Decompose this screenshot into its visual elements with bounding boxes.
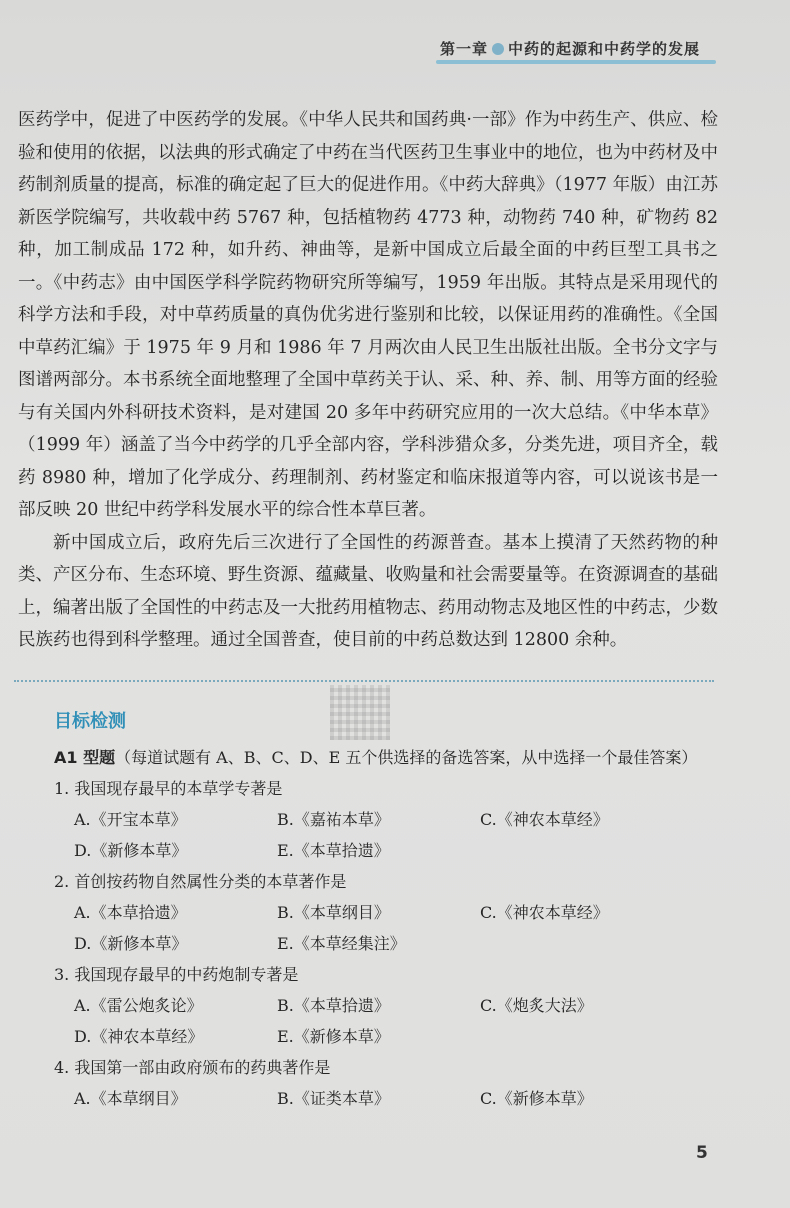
running-header [440, 38, 700, 59]
answer-option: D.《神农本草经》 [74, 1027, 204, 1046]
answer-option: E.《本草经集注》 [277, 934, 406, 953]
answer-option: C.《炮炙大法》 [480, 996, 593, 1015]
answer-option: A.《雷公炮炙论》 [74, 996, 203, 1015]
section-divider [14, 680, 714, 682]
question-type-label: A1 型题 [54, 748, 116, 767]
option-list [54, 804, 734, 866]
answer-option: D.《新修本草》 [74, 934, 188, 953]
answer-option: C.《新修本草》 [480, 1089, 593, 1108]
header-chapter: 第一章 [440, 40, 489, 58]
question-stem: 4. 我国第一部由政府颁布的药典著作是 [54, 1058, 331, 1077]
option-list [54, 1083, 734, 1114]
answer-option: B.《证类本草》 [277, 1089, 390, 1108]
answer-option: B.《本草纲目》 [277, 903, 390, 922]
question-stem: 1. 我国现存最早的本草学专著是 [54, 779, 283, 798]
answer-option: E.《新修本草》 [277, 1027, 390, 1046]
body-text [18, 104, 718, 657]
answer-option: D.《新修本草》 [74, 841, 188, 860]
question [54, 866, 734, 959]
page-number: 5 [696, 1143, 708, 1163]
bullet-dot-icon [492, 43, 504, 55]
quiz-intro [54, 742, 734, 773]
question [54, 959, 734, 1052]
answer-option: C.《神农本草经》 [480, 810, 609, 829]
answer-option: A.《本草拾遗》 [74, 903, 187, 922]
question-stem: 2. 首创按药物自然属性分类的本草著作是 [54, 872, 347, 891]
paragraph: 医药学中，促进了中医药学的发展。《中华人民共和国药典·一部》作为中药生产、供应、检验和使用的依据，以法典的形式确定了中药在当代医药卫生事业中的地位，也为中药材及中药制剂质量的提高，标准的确定起了巨大的促进作用。《中药大辞典》（1977 年版）由江苏新医学院编写，共收载中药 5767 种，包括植物药 4773 种，动物药 740 种，矿物药 82 种，加工制成品 172 种，如升药、神曲等，是新中国成立后最全面的中药巨型工具书之一。《中药志》由中国医学科学院药物研究所等编写，1959 年出版。其特点是采用现代的科学方法和手段，对中草药质量的真伪优劣进行鉴别和比较，以保证用药的准确性。《全国中草药汇编》于 1975 年 9 月和 1986 年 7 月两次由人民卫生出版社出版。全书分文字与图谱两部分。本书系统全面地整理了全国中草药关于认、采、种、养、制、用等方面的经验与有关国内外科研技术资料，是对建国 20 多年中药研究应用的一次大总结。《中华本草》（1999 年）涵盖了当今中药学的几乎全部内容，学科涉猎众多，分类先进，项目齐全，载药 8980 种，增加了化学成分、药理制剂、药材鉴定和临床报道等内容，可以说该书是一部反映 20 世纪中药学科发展水平的综合性本草巨著。 [18, 110, 718, 520]
quiz-instructions: （每道试题有 A、B、C、D、E 五个供选择的备选答案，从中选择一个最佳答案） [115, 748, 698, 767]
answer-option: C.《神农本草经》 [480, 903, 609, 922]
section-title: 目标检测 [54, 711, 126, 732]
answer-option: A.《开宝本草》 [74, 810, 187, 829]
answer-option: E.《本草拾遗》 [277, 841, 390, 860]
option-list [54, 990, 734, 1052]
header-rule [436, 60, 716, 64]
header-title: 中药的起源和中药学的发展 [508, 40, 701, 58]
quiz [54, 742, 734, 1114]
question [54, 773, 734, 866]
qr-code-icon [330, 685, 390, 740]
answer-option: A.《本草纲目》 [74, 1089, 187, 1108]
answer-option: B.《本草拾遗》 [277, 996, 390, 1015]
answer-option: B.《嘉祐本草》 [277, 810, 390, 829]
paragraph: 新中国成立后，政府先后三次进行了全国性的药源普查。基本上摸清了天然药物的种类、产区分布、生态环境、野生资源、蕴藏量、收购量和社会需要量等。在资源调查的基础上，编著出版了全国性的中药志及一大批药用植物志、药用动物志及地区性的中药志，少数民族药也得到科学整理。通过全国普查，使目前的中药总数达到 12800 余种。 [18, 532, 718, 650]
option-list [54, 897, 734, 959]
question [54, 1052, 734, 1114]
question-stem: 3. 我国现存最早的中药炮制专著是 [54, 965, 299, 984]
